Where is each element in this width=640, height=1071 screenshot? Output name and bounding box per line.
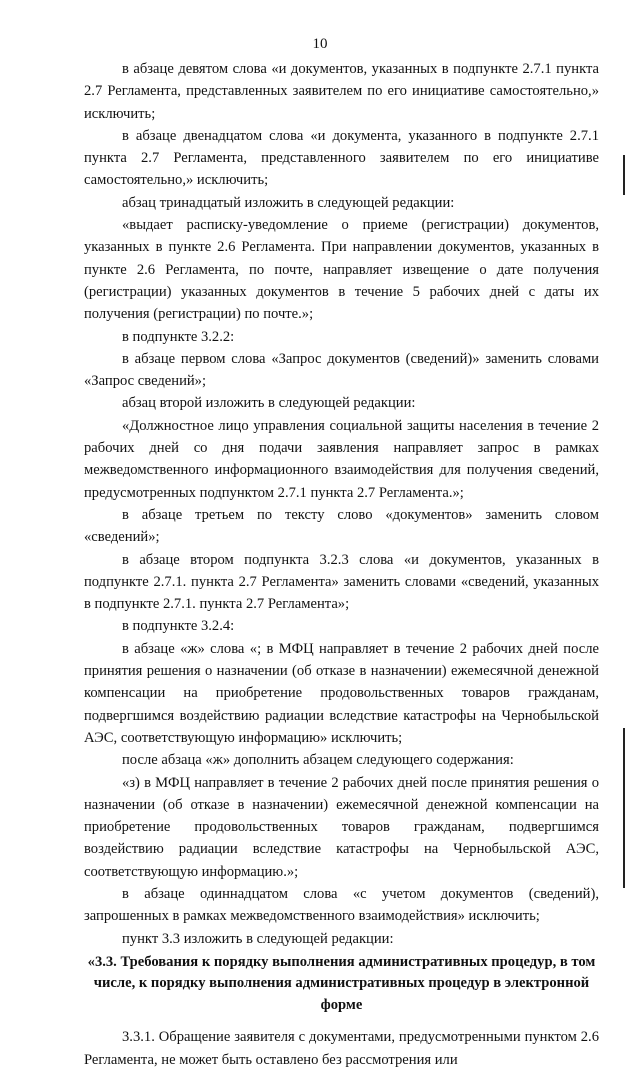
paragraph: абзац тринадцатый изложить в следующей редакции: [122,194,455,211]
paragraph: в абзаце третьем по тексту слово «документов» заменить словом «сведений»; [84,506,599,546]
section-spacer [84,1016,599,1026]
scan-edge-line-top [623,155,625,195]
paragraph: «з) в МФЦ направляет в течение 2 рабочих дней после принятия решения о назначении (об отказе в назначении) ежемесячной денежной компенсации на приобретение продовольственных товаров гражданам, подвергшимся воздействию радиации вследствие катастрофы на Чернобыльской АЭС, соответствующую информацию.»; [84,774,599,880]
paragraph: в абзаце втором подпункта 3.2.3 слова «и документов, указанных в подпункте 2.7.1. пункта 2.7 Регламента» заменить словами «сведений, указанных в подпункте 2.7.1. пункта 2.7 Регламента»; [84,551,599,613]
paragraph: в абзаце девятом слова «и документов, указанных в подпункте 2.7.1 пункта 2.7 Регламента, представленных заявителем по его инициативе самостоятельно,» исключить; [84,61,599,122]
paragraph: в подпункте 3.2.2: [122,328,235,345]
document-body [84,58,599,1071]
paragraph: «Должностное лицо управления социальной защиты населения в течение 2 рабочих дней со дня подачи заявления направляет запрос в рамках межведомственного информационного взаимодействия для получения сведений, предусмотренных подпунктом 2.7.1 пункта 2.7 Регламента.»; [84,417,599,501]
paragraph: 3.3.1. Обращение заявителя с документами, предусмотренными пунктом 2.6 Регламента, не может быть оставлено без рассмотрения или [84,1029,599,1068]
page-number: 10 [312,36,328,52]
paragraph: «выдает расписку-уведомление о приеме (регистрации) документов, указанных в пункте 2.6 Регламента. При направлении документов, указанных в пункте 2.6 Регламента, по почте, направляет извещение о дате получения (регистрации) указанных документов в течение 5 рабочих дней с даты их получения (регистрации) по почте.»; [84,217,599,323]
paragraph: в абзаце «ж» слова «; в МФЦ направляет в течение 2 рабочих дней после принятия решения о назначении (об отказе в назначении) ежемесячной денежной компенсации на приобретение продовольственных товаров гражданам, подвергшимся воздействию радиации вследствие катастрофы на Чернобыльской АЭС, соответствующую информацию» исключить; [84,640,599,746]
paragraph: после абзаца «ж» дополнить абзацем следующего содержания: [122,752,514,769]
section-heading: «3.3. Требования к порядку выполнения административных процедур, в том числе, к порядку выполнения административных процедур в электронной форме [87,953,596,1013]
paragraph: в абзаце первом слова «Запрос документов (сведений)» заменить словами «Запрос сведений»; [84,350,599,390]
paragraph: в подпункте 3.2.4: [122,618,235,635]
paragraph: в абзаце двенадцатом слова «и документа, указанного в подпункте 2.7.1 пункта 2.7 Регламента, представленного заявителем по его инициативе самостоятельно,» исключить; [84,127,599,189]
paragraph: в абзаце одиннадцатом слова «с учетом документов (сведений), запрошенных в рамках межведомственного взаимодействия» исключить; [84,885,599,925]
scan-edge-line-bottom [623,728,625,888]
paragraph: пункт 3.3 изложить в следующей редакции: [122,930,394,947]
paragraph: абзац второй изложить в следующей редакции: [122,395,416,412]
